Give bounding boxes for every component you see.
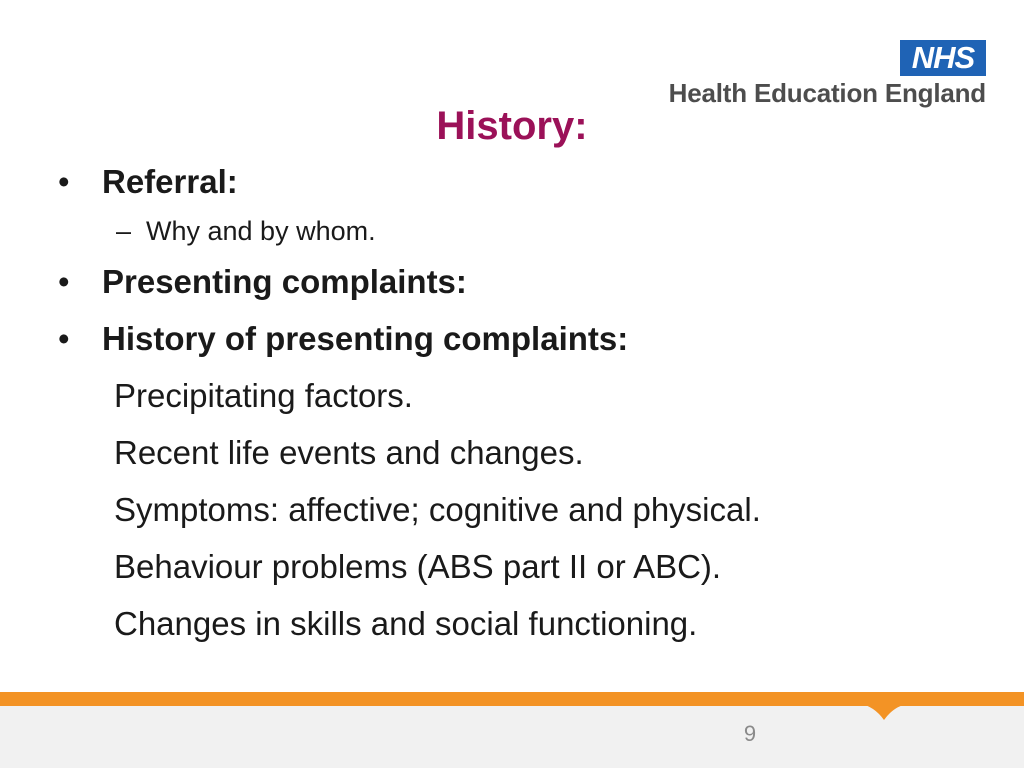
nhs-hee-logo: [636, 40, 986, 110]
nhs-logo-mark: NHS: [900, 40, 986, 76]
page-number: 9: [743, 721, 757, 746]
footer-notch-shape: [860, 704, 908, 722]
detail-line: Precipitating factors.: [114, 377, 413, 414]
dash-icon: –: [116, 216, 132, 246]
bullet-icon: •: [58, 263, 70, 300]
detail-line: Recent life events and changes.: [114, 434, 584, 471]
organisation-name: Health Education England: [668, 78, 986, 108]
sub-bullet-referral: [58, 214, 958, 248]
bullet-presenting-complaints: [58, 262, 958, 302]
bullet-referral: [58, 162, 958, 202]
bullet-history-presenting-complaints: [58, 319, 958, 359]
bullet-label: Referral:: [102, 163, 238, 200]
detail-line: Changes in skills and social functioning.: [114, 605, 698, 642]
detail-line: Symptoms: affective; cognitive and physical.: [114, 491, 761, 528]
bullet-label: Presenting complaints:: [102, 263, 467, 300]
slide-content: [58, 162, 958, 644]
detail-line: Behaviour problems (ABS part II or ABC).: [114, 548, 722, 585]
slide-title: History:: [436, 104, 588, 148]
bullet-label: History of presenting complaints:: [102, 320, 629, 357]
sub-bullet-text: Why and by whom.: [146, 216, 376, 246]
bullet-icon: •: [58, 163, 70, 200]
bullet-icon: •: [58, 320, 70, 357]
